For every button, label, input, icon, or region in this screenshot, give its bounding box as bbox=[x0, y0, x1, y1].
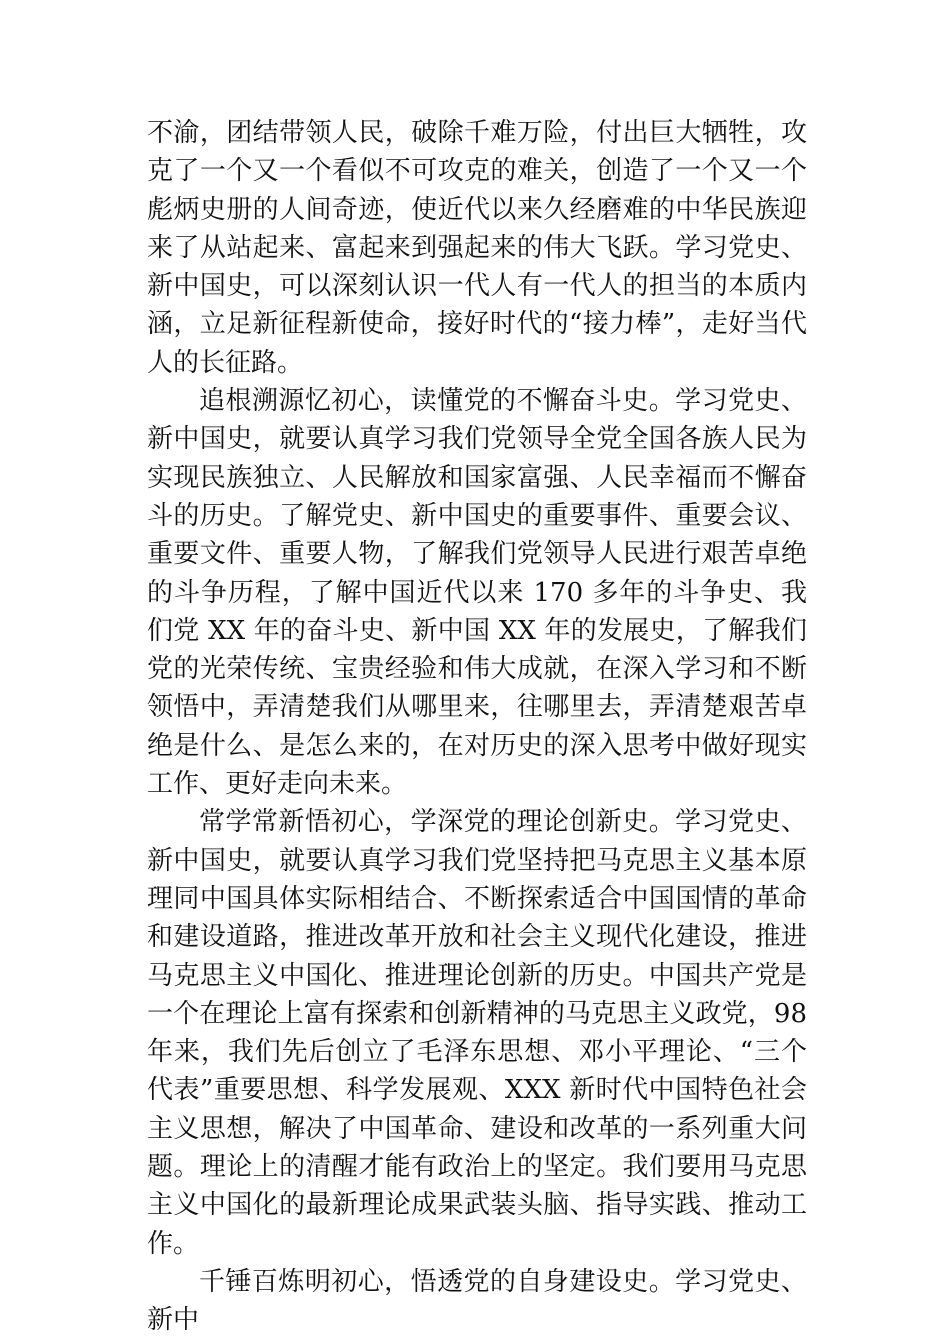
paragraph-theory-innovation: 常学常新悟初心，学深党的理论创新史。学习党史、新中国史，就要认真学习我们党坚持把马克思主义基本原理同中国具体实际相结合、不断探索适合中国国情的革命和建设道路，推进改革开放和社会主义现代化建设，推进马克思主义中国化、推进理论创新的历史。中国共产党是一个在理论上富有探索和创新精神的马克思主义政党，98 年来，我们先后创立了毛泽东思想、邓小平理论、“三个代表”重要思想、科学发展观、XXX 新时代中国特色社会主义思想，解决了中国革命、建设和改革的一系列重大问题。理论上的清醒才能有政治上的坚定。我们要用马克思主义中国化的最新理论成果武装头脑、指导实践、推动工作。 bbox=[147, 807, 807, 1259]
paragraph-continuation: 不渝，团结带领人民，破除千难万险，付出巨大牺牲，攻克了一个又一个看似不可攻克的难关，创造了一个又一个彪炳史册的人间奇迹，使近代以来久经磨难的中华民族迎来了从站起来、富起来到强起来的伟大飞跃。学习党史、新中国史，可以深刻认识一代人有一代人的担当的本质内涵，立足新征程新使命，接好时代的“接力棒”，走好当代人的长征路。 bbox=[147, 118, 807, 378]
document-body bbox=[147, 114, 807, 1340]
paragraph-self-construction: 千锤百炼明初心，悟透党的自身建设史。学习党史、新中 bbox=[147, 1266, 807, 1336]
paragraph-struggle-history: 追根溯源忆初心，读懂党的不懈奋斗史。学习党史、新中国史，就要认真学习我们党领导全党全国各族人民为实现民族独立、人民解放和国家富强、人民幸福而不懈奋斗的历史。了解党史、新中国史的重要事件、重要会议、重要文件、重要人物，了解我们党领导人民进行艰苦卓绝的斗争历程，了解中国近代以来 170 多年的斗争史、我们党 XX 年的奋斗史、新中国 XX 年的发展史，了解我们党的光荣传统、宝贵经验和伟大成就，在深入学习和不断领悟中，弄清楚我们从哪里来，往哪里去，弄清楚艰苦卓绝是什么、是怎么来的，在对历史的深入思考中做好现实工作、更好走向未来。 bbox=[147, 386, 807, 800]
